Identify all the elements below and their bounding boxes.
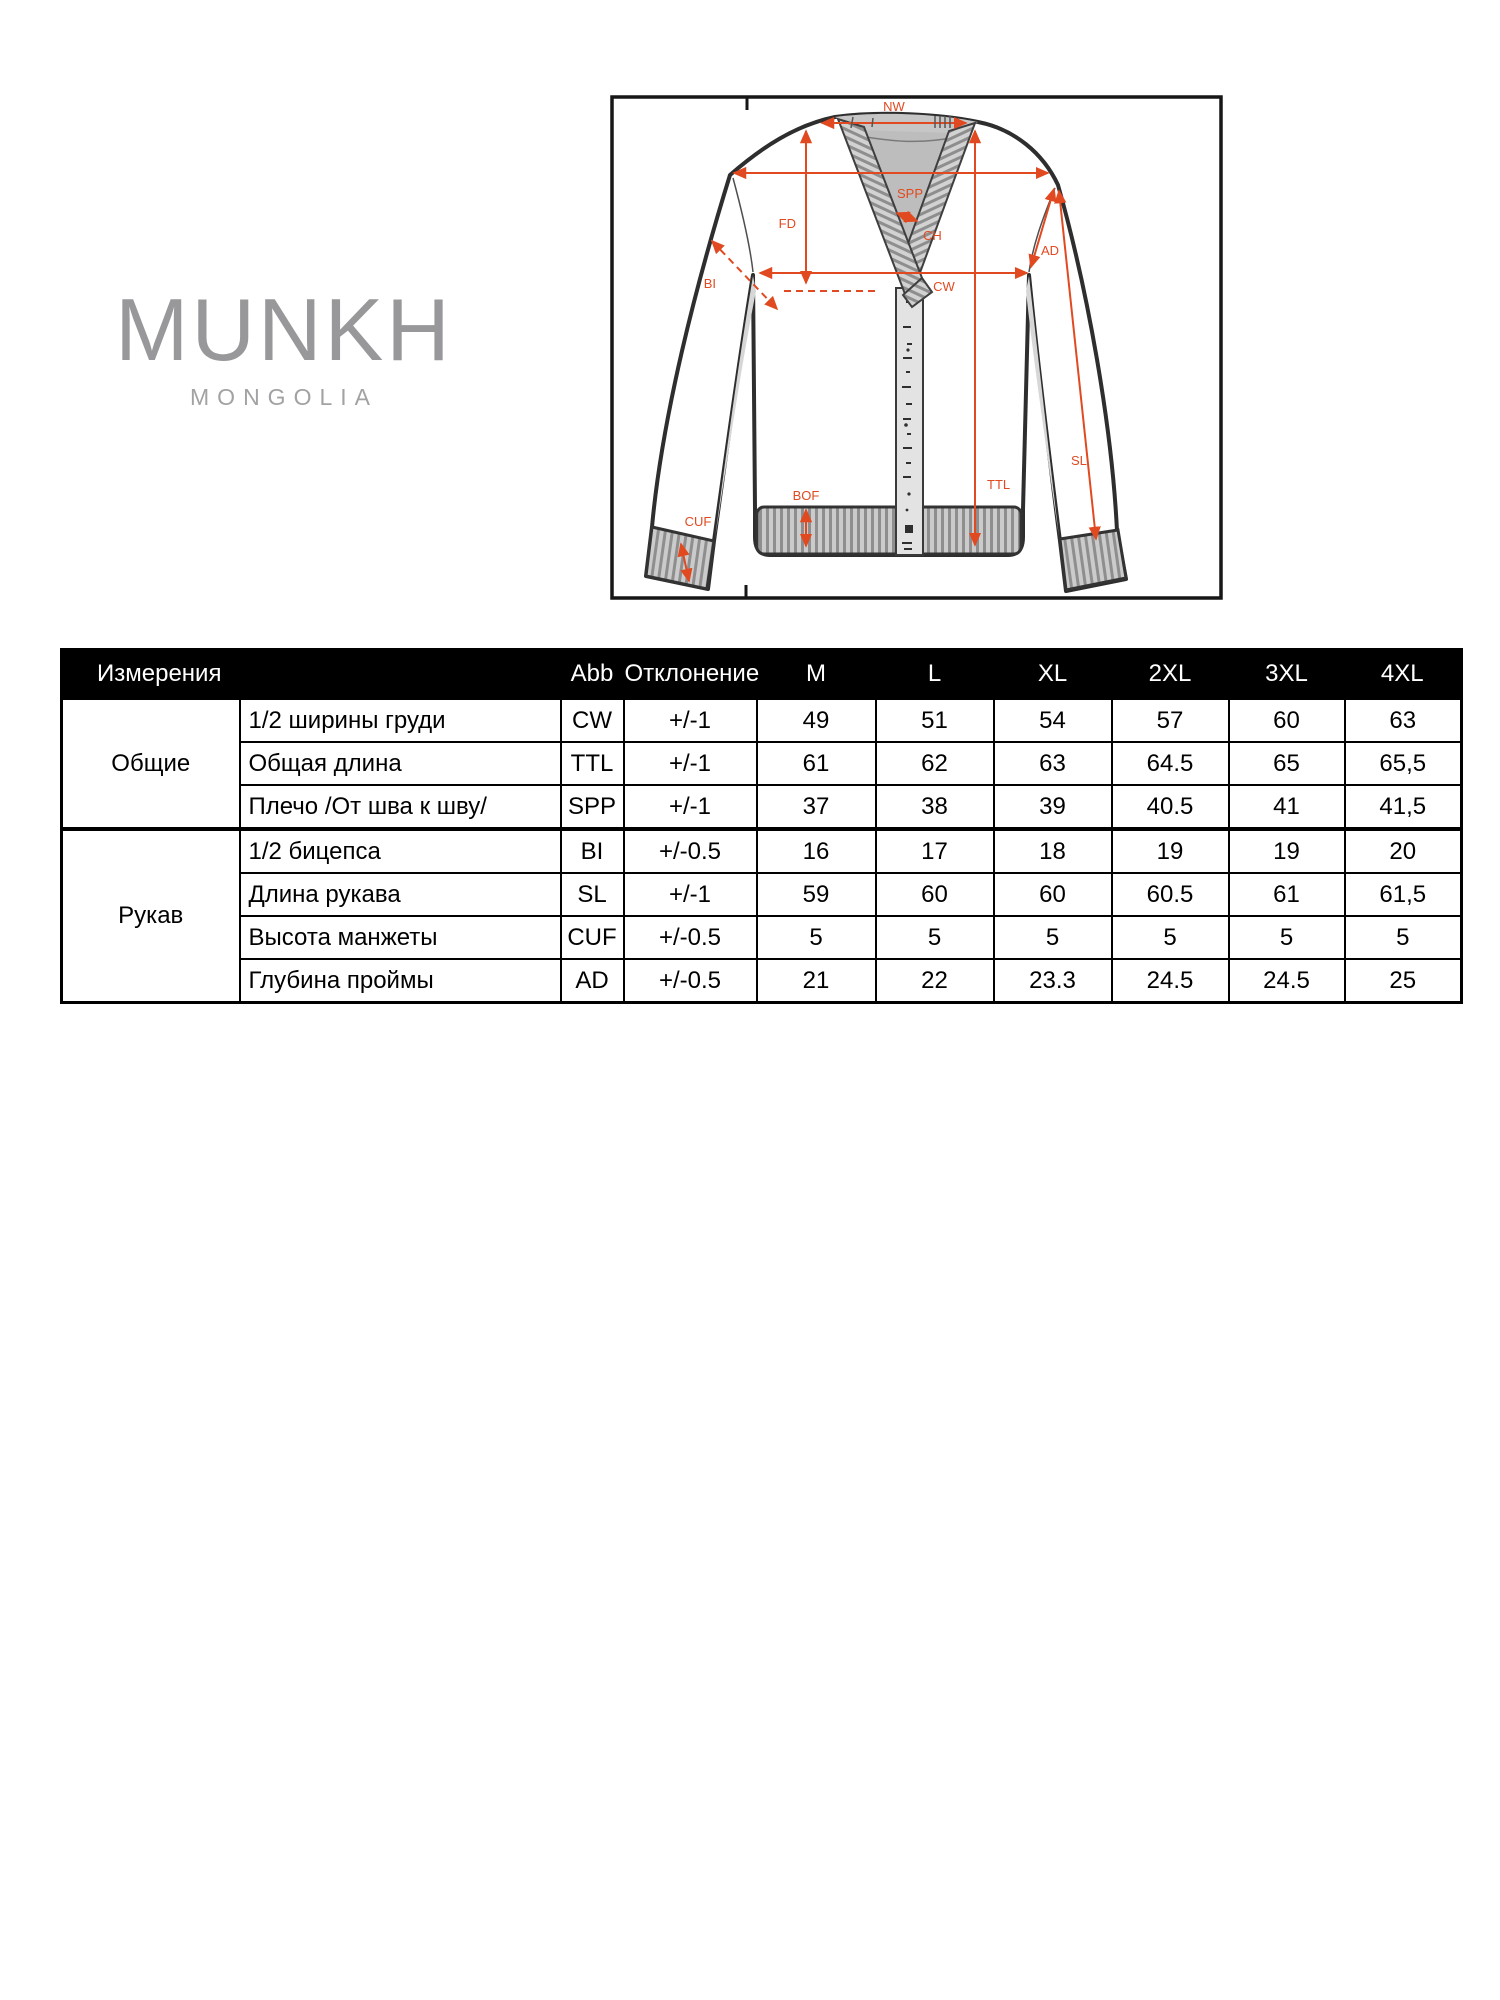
row-deviation: +/-0.5 — [624, 829, 757, 873]
size-cell: 24.5 — [1112, 959, 1229, 1003]
garment-diagram — [610, 95, 1223, 600]
group-sleeve: Рукав — [62, 829, 240, 1003]
size-cell: 20 — [1345, 829, 1462, 873]
table-row — [62, 916, 1462, 959]
row-name: 1/2 бицепса — [240, 829, 561, 873]
size-cell: 24.5 — [1229, 959, 1345, 1003]
measurement-label-sl: SL — [1071, 453, 1087, 468]
measurement-label-bof: BOF — [792, 488, 820, 503]
table-row — [62, 959, 1462, 1003]
row-name: Плечо /От шва к шву/ — [240, 785, 561, 829]
size-table — [60, 648, 1463, 1004]
size-cell: 17 — [876, 829, 994, 873]
row-abb: CUF — [561, 916, 624, 959]
row-abb: CW — [561, 699, 624, 743]
row-deviation: +/-1 — [624, 742, 757, 785]
size-cell: 5 — [1345, 916, 1462, 959]
size-cell: 5 — [1229, 916, 1345, 959]
header-size-3xl: 3XL — [1229, 650, 1345, 699]
size-cell: 25 — [1345, 959, 1462, 1003]
row-deviation: +/-1 — [624, 699, 757, 743]
size-cell: 5 — [1112, 916, 1229, 959]
size-cell: 22 — [876, 959, 994, 1003]
table-header-row — [62, 650, 1462, 699]
size-cell: 51 — [876, 699, 994, 743]
measurement-label-nw: NW — [883, 99, 905, 114]
row-name: Глубина проймы — [240, 959, 561, 1003]
measurement-label-cw: CW — [933, 279, 955, 294]
row-abb: SPP — [561, 785, 624, 829]
measurement-label-ad: AD — [1041, 243, 1060, 258]
row-name: 1/2 ширины груди — [240, 699, 561, 743]
measurement-label-ttl: TTL — [987, 477, 1011, 492]
size-cell: 23.3 — [994, 959, 1112, 1003]
header-size-4xl: 4XL — [1345, 650, 1462, 699]
header-size-l: L — [876, 650, 994, 699]
size-cell: 57 — [1112, 699, 1229, 743]
size-cell: 64.5 — [1112, 742, 1229, 785]
hem-ribbing — [757, 507, 1021, 554]
right-cuff — [1060, 530, 1126, 590]
header-size-m: M — [757, 650, 876, 699]
row-deviation: +/-0.5 — [624, 959, 757, 1003]
size-cell: 61 — [757, 742, 876, 785]
size-cell: 16 — [757, 829, 876, 873]
row-abb: TTL — [561, 742, 624, 785]
header-deviation: Отклонение — [624, 650, 757, 699]
size-cell: 38 — [876, 785, 994, 829]
size-cell: 54 — [994, 699, 1112, 743]
row-deviation: +/-0.5 — [624, 916, 757, 959]
size-cell: 60 — [1229, 699, 1345, 743]
size-cell: 19 — [1112, 829, 1229, 873]
measurement-label-ch: CH — [923, 228, 942, 243]
group-general: Общие — [62, 699, 240, 830]
size-cell: 18 — [994, 829, 1112, 873]
table-row — [62, 873, 1462, 916]
measurement-label-cuf: CUF — [684, 514, 712, 529]
size-cell: 37 — [757, 785, 876, 829]
size-cell: 61 — [1229, 873, 1345, 916]
size-cell: 19 — [1229, 829, 1345, 873]
button-placket — [896, 288, 923, 555]
size-cell: 41,5 — [1345, 785, 1462, 829]
size-cell: 21 — [757, 959, 876, 1003]
table-row — [62, 785, 1462, 829]
row-deviation: +/-1 — [624, 785, 757, 829]
header-size-2xl: 2XL — [1112, 650, 1229, 699]
size-cell: 49 — [757, 699, 876, 743]
size-cell: 5 — [757, 916, 876, 959]
table-row — [62, 829, 1462, 873]
size-cell: 5 — [994, 916, 1112, 959]
table-row — [62, 742, 1462, 785]
size-cell: 60 — [876, 873, 994, 916]
measurement-label-spp: SPP — [896, 186, 924, 201]
size-cell: 60.5 — [1112, 873, 1229, 916]
row-name: Длина рукава — [240, 873, 561, 916]
size-cell: 39 — [994, 785, 1112, 829]
size-cell: 60 — [994, 873, 1112, 916]
brand-subtitle: MONGOLIA — [190, 384, 378, 410]
size-cell: 5 — [876, 916, 994, 959]
brand-name: MUNKH — [115, 280, 453, 379]
size-cell: 59 — [757, 873, 876, 916]
size-cell: 65,5 — [1345, 742, 1462, 785]
size-cell: 41 — [1229, 785, 1345, 829]
header-abb: Abb — [561, 650, 624, 699]
measurement-label-bi: BI — [703, 276, 716, 291]
measurement-label-fd: FD — [778, 216, 796, 231]
header-measurements: Измерения — [62, 650, 561, 699]
size-cell: 40.5 — [1112, 785, 1229, 829]
row-name: Высота манжеты — [240, 916, 561, 959]
row-abb: SL — [561, 873, 624, 916]
table-row — [62, 699, 1462, 743]
size-cell: 63 — [994, 742, 1112, 785]
brand-logo — [108, 282, 460, 411]
size-cell: 63 — [1345, 699, 1462, 743]
size-cell: 65 — [1229, 742, 1345, 785]
row-deviation: +/-1 — [624, 873, 757, 916]
row-name: Общая длина — [240, 742, 561, 785]
header-size-xl: XL — [994, 650, 1112, 699]
size-cell: 62 — [876, 742, 994, 785]
row-abb: BI — [561, 829, 624, 873]
row-abb: AD — [561, 959, 624, 1003]
size-cell: 61,5 — [1345, 873, 1462, 916]
